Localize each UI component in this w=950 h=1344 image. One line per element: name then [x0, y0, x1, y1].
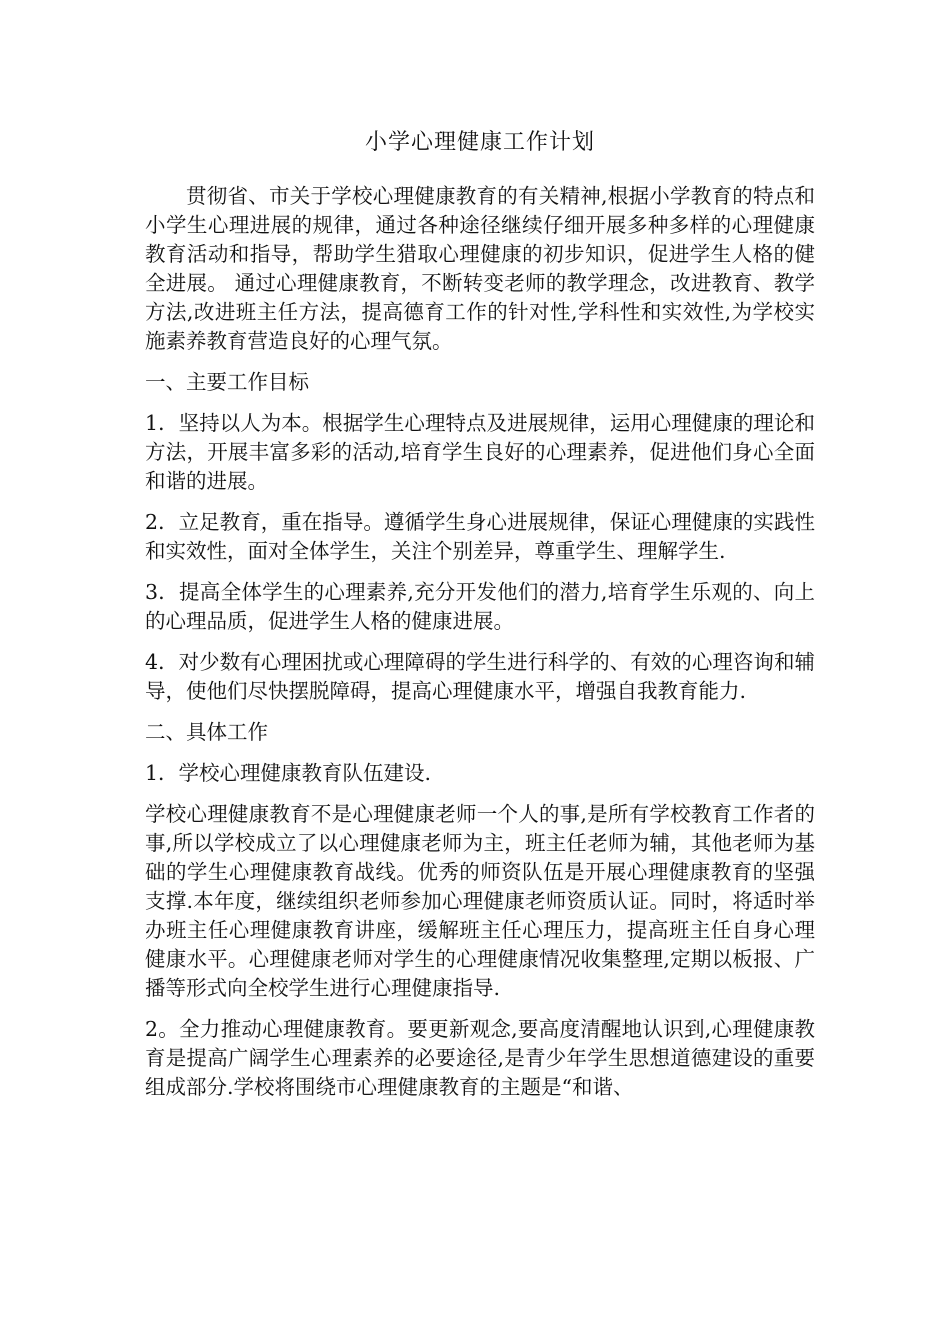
intro-paragraph: 贯彻省、市关于学校心理健康教育的有关精神,根据小学教育的特点和小学生心理进展的规律，通过各种途径继续仔细开展多种多样的心理健康教育活动和指导，帮助学生猎取心理健康的初步知识，促进学生人格的健全进展。 通过心理健康教育，不断转变老师的教学理念，改进教育、教学方法,改进班主任方法，提高德育工作的针对性,学科性和实效性,为学校实施素养教育营造良好的心理气氛。 [145, 184, 815, 353]
document-page [145, 128, 815, 1114]
work-paragraph-2: 2。全力推动心理健康教育。要更新观念,要高度清醒地认识到,心理健康教育是提高广阔学生心理素养的必要途径,是青少年学生思想道德建设的重要组成部分.学校将围绕市心理健康教育的主题是“和谐、 [145, 1017, 815, 1099]
goal-item-1: 1．坚持以人为本。根据学生心理特点及进展规律，运用心理健康的理论和方法，开展丰富多彩的活动,培育学生良好的心理素养，促进他们身心全面和谐的进展。 [145, 411, 815, 493]
goal-item-4: 4．对少数有心理困扰或心理障碍的学生进行科学的、有效的心理咨询和辅导，使他们尽快摆脱障碍，提高心理健康水平，增强自我教育能力. [145, 650, 815, 703]
goal-item-3: 3．提高全体学生的心理素养,充分开发他们的潜力,培育学生乐观的、向上的心理品质，促进学生人格的健康进展。 [145, 580, 815, 633]
work-paragraph-1: 学校心理健康教育不是心理健康老师一个人的事,是所有学校教育工作者的事,所以学校成立了以心理健康老师为主，班主任老师为辅，其他老师为基础的学生心理健康教育战线。优秀的师资队伍是开展心理健康教育的坚强支撑.本年度，继续组织老师参加心理健康老师资质认证。同时，将适时举办班主任心理健康教育讲座，缓解班主任心理压力，提高班主任自身心理健康水平。心理健康老师对学生的心理健康情况收集整理,定期以板报、广播等形式向全校学生进行心理健康指导. [145, 802, 815, 1000]
section-heading-goals: 一、主要工作目标 [145, 370, 309, 394]
goal-item-2: 2．立足教育，重在指导。遵循学生身心进展规律，保证心理健康的实践性和实效性，面对全体学生，关注个别差异，尊重学生、理解学生. [145, 510, 815, 563]
work-subheading-1: 1．学校心理健康教育队伍建设. [145, 761, 432, 785]
document-title: 小学心理健康工作计划 [364, 130, 595, 155]
section-heading-work: 二、具体工作 [145, 720, 268, 744]
